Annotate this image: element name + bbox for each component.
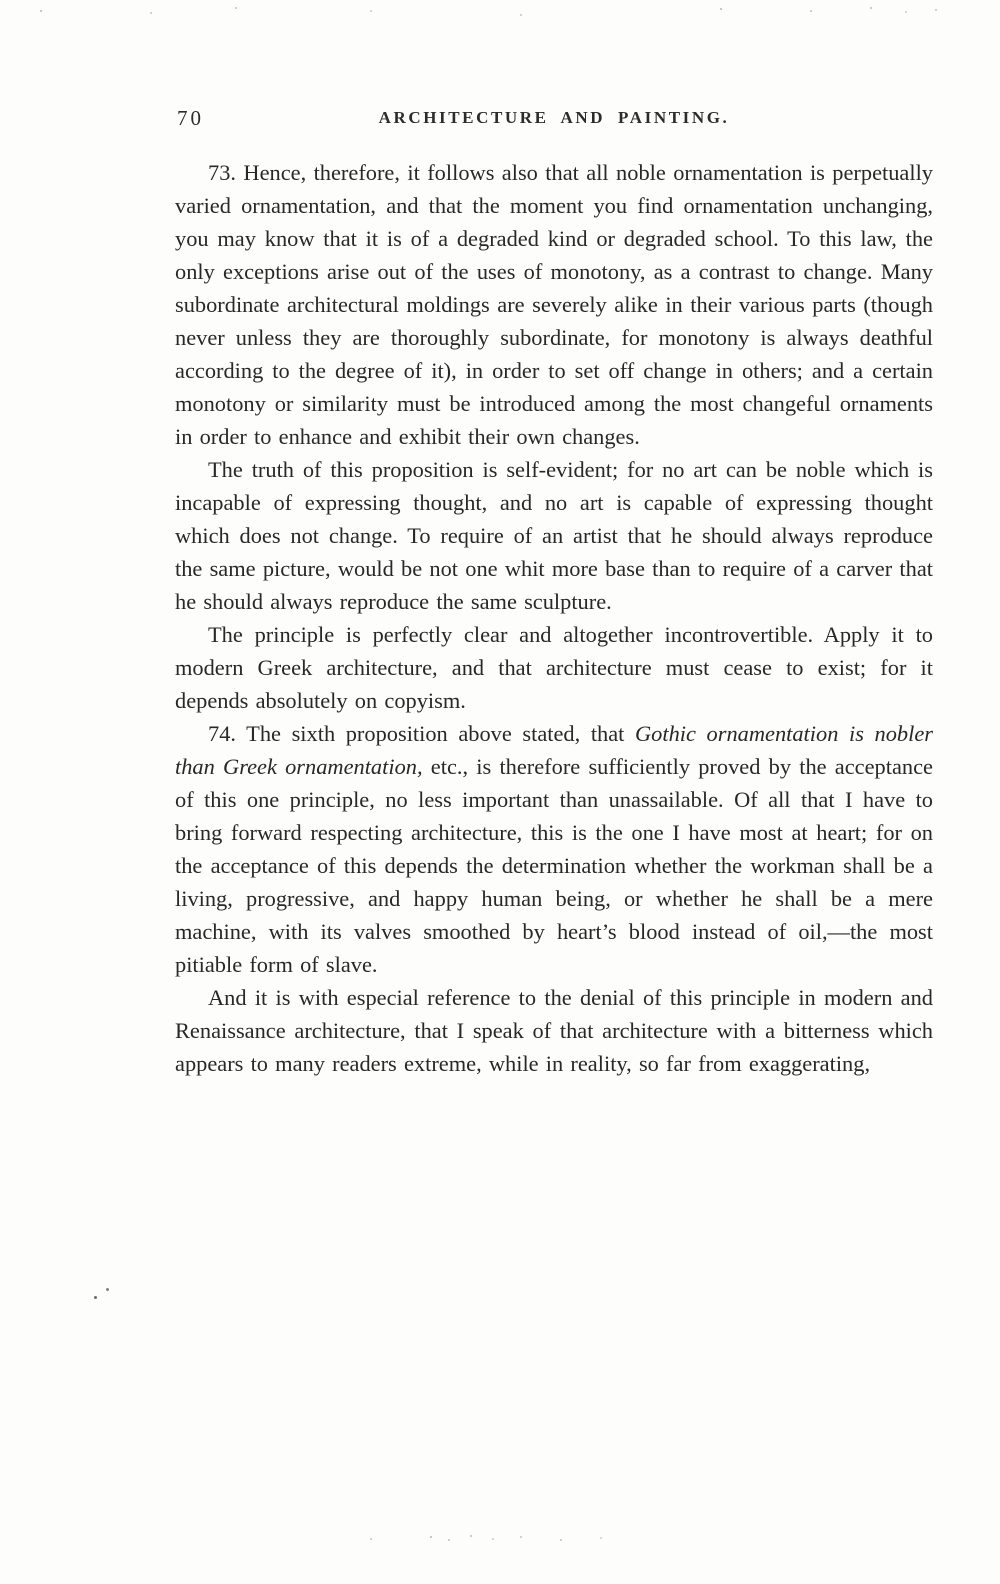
running-head-title: ARCHITECTURE AND PAINTING.	[378, 108, 730, 127]
scan-speckles-bottom	[430, 1536, 432, 1538]
paragraph-74-italic-phrase: Gothic ornamentation is nobler than Greek ornamentation,	[175, 721, 933, 779]
paragraph-74	[175, 717, 933, 981]
scan-speckles-top-left	[40, 10, 42, 12]
scan-speckles-top-right	[720, 8, 722, 10]
paragraph-truth-of-proposition: The truth of this proposition is self-evident; for no art can be noble which is incapable of expressing thought, and no art is capable of expressing thought which does not change. To require of an artist that he should always reproduce the same picture, would be not one whit more base than to require of a carver that he should always reproduce the same sculpture.	[175, 457, 933, 614]
paragraph-73: 73. Hence, therefore, it follows also that all noble ornamentation is perpetually varied ornamentation, and that the moment you find ornamentation unchanging, you may know that it is of a degraded kind or degraded school. To this law, the only exceptions arise out of the uses of monotony, as a contrast to change. Many subordinate architectural moldings are severely alike in their various parts (though never unless they are thoroughly subordinate, for monotony is always deathful according to the degree of it), in order to set off change in others; and a certain monotony or similarity must be introduced among the most changeful ornaments in order to enhance and exhibit their own changes.	[175, 160, 933, 449]
paragraph-principle-clear: The principle is perfectly clear and altogether incontrovertible. Apply it to modern Greek architecture, and that architecture must cease to exist; for it depends absolutely on copyism.	[175, 622, 933, 713]
paragraph-denial-of-principle: And it is with especial reference to the denial of this principle in modern and Renaissance architecture, that I speak of that architecture with a bitterness which appears to many readers extreme, while in reality, so far from exaggerating,	[175, 985, 933, 1076]
running-header	[175, 104, 933, 134]
page-number: 70	[177, 106, 204, 130]
text-block	[175, 156, 933, 1080]
paragraph-74-lead: 74. The sixth proposition above stated, that	[208, 721, 635, 746]
paragraph-74-rest: etc., is therefore sufficiently proved by the acceptance of this one principle, no less important than unassailable. Of all that I have to bring forward respecting architecture, this is the one I have most at heart; for on the acceptance of this depends the determination whether the workman shall be a living, progressive, and happy human being, or whether he shall be a mere machine, with its valves smoothed by heart’s blood instead of oil,—the most pitiable form of slave.	[175, 754, 933, 977]
margin-ink-mark	[94, 1296, 97, 1299]
